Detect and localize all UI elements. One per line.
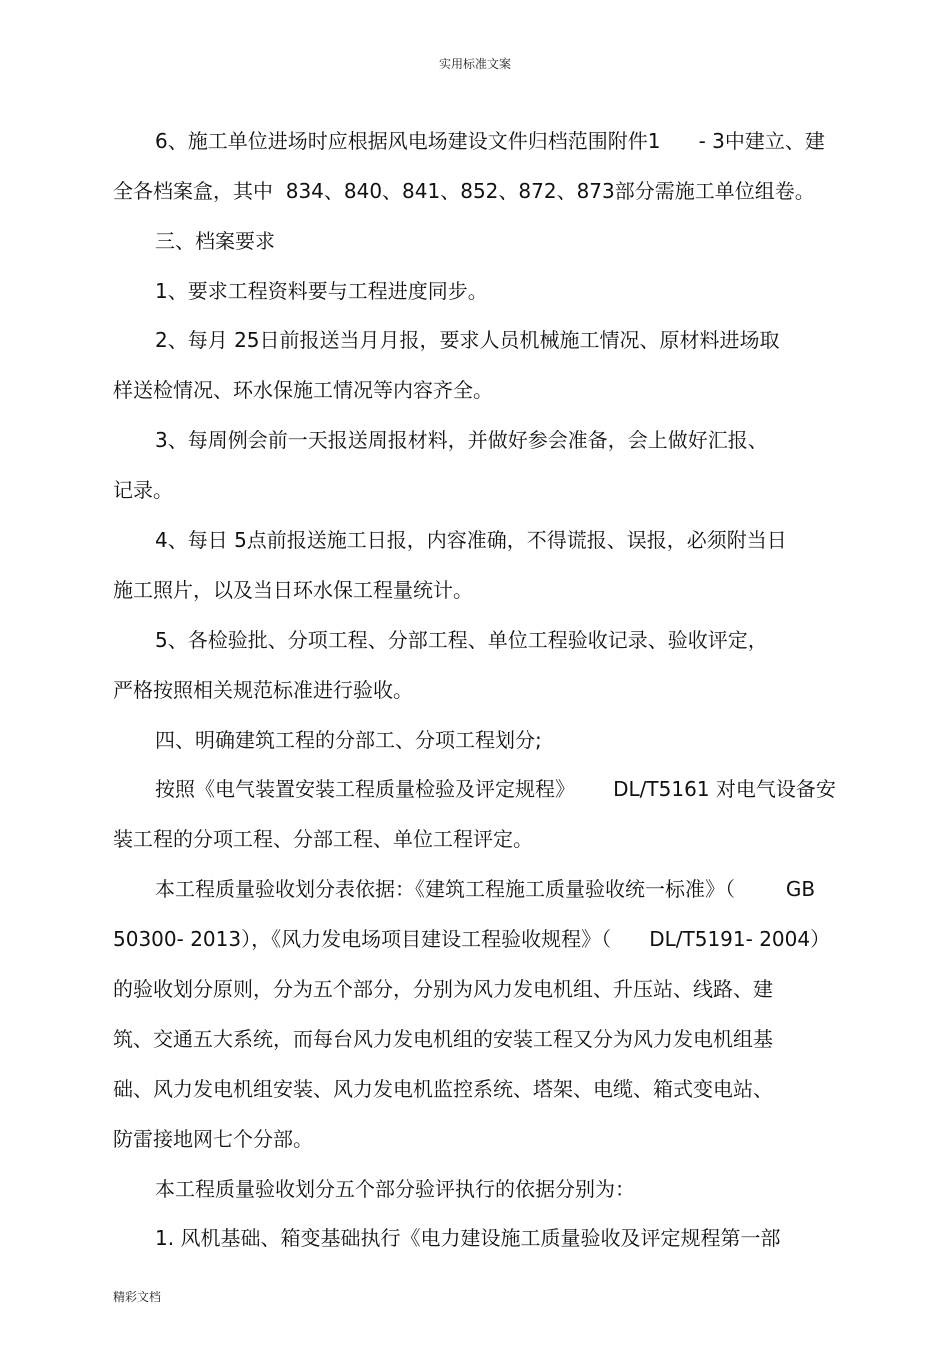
text-line: 记录。	[113, 478, 173, 502]
section-heading: 三、档案要求	[155, 229, 275, 253]
text-line: 4、每日 5点前报送施工日报，内容准确，不得谎报、误报，必须附当日	[155, 528, 787, 552]
text-line: 本工程质量验收划分表依据：《建筑工程施工质量验收统一标准》（ GB	[155, 877, 816, 901]
page-footer: 精彩文档	[113, 1290, 162, 1304]
text-line: 本工程质量验收划分五个部分验评执行的依据分别为：	[155, 1177, 635, 1201]
text-line: 筑、交通五大系统，而每台风力发电机组的安装工程又分为风力发电机组基	[113, 1027, 773, 1051]
text-line: 防雷接地网七个分部。	[113, 1127, 313, 1151]
section-heading: 四、明确建筑工程的分部工、分项工程划分;	[155, 728, 542, 752]
text-line: 样送检情况、环水保施工情况等内容齐全。	[113, 378, 493, 402]
text-line: 础、风力发电机组安装、风力发电机监控系统、塔架、电缆、箱式变电站、	[113, 1077, 773, 1101]
text-line: 严格按照相关规范标准进行验收。	[113, 678, 413, 702]
text-line: 1、要求工程资料要与工程进度同步。	[155, 279, 488, 303]
text-line: 按照《电气装置安装工程质量检验及评定规程》 DL/T5161 对电气设备安	[155, 777, 836, 801]
text-line: 6、施工单位进场时应根据风电场建设文件归档范围附件1 - 3中建立、建	[155, 129, 825, 153]
text-line: 5、各检验批、分项工程、分部工程、单位工程验收记录、验收评定，	[155, 628, 768, 652]
text-line: 50300- 2013），《风力发电场项目建设工程验收规程》（ DL/T5191- 2004）	[113, 927, 831, 951]
text-line: 3、每周例会前一天报送周报材料，并做好参会准备，会上做好汇报、	[155, 428, 768, 452]
text-line: 装工程的分项工程、分部工程、单位工程评定。	[113, 827, 533, 851]
text-line: 的验收划分原则，分为五个部分，分别为风力发电机组、升压站、线路、建	[113, 977, 773, 1001]
text-line: 2、每月 25日前报送当月月报，要求人员机械施工情况、原材料进场取	[155, 328, 780, 352]
text-line: 全各档案盒，其中 834、840、841、852、872、873部分需施工单位组卷。	[113, 179, 815, 203]
page-header: 实用标准文案	[438, 57, 511, 71]
text-line: 施工照片，以及当日环水保工程量统计。	[113, 578, 473, 602]
text-line: 1. 风机基础、箱变基础执行《电力建设施工质量验收及评定规程第一部	[155, 1226, 781, 1250]
